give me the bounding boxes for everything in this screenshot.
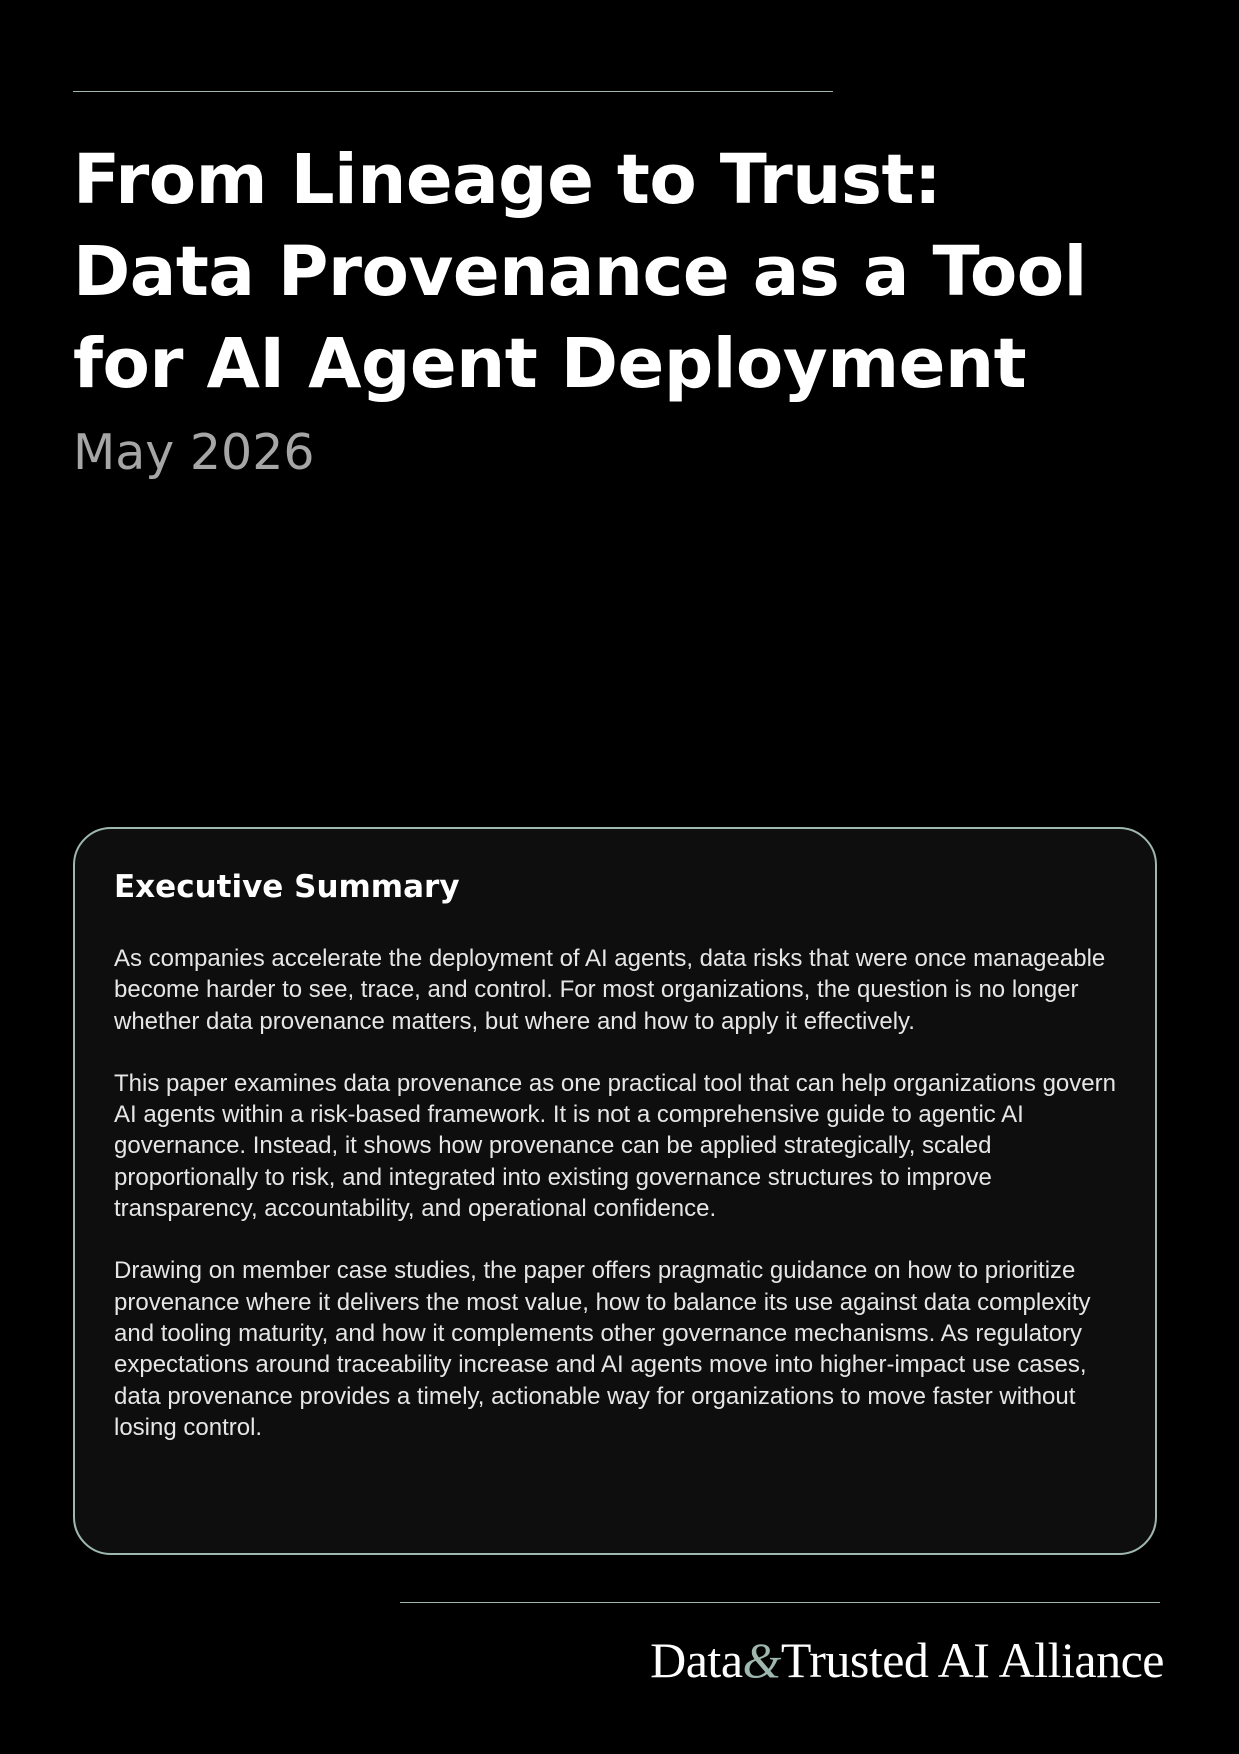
brand-part-2: Trusted AI Alliance [780,1632,1164,1688]
top-divider [73,91,833,92]
brand-part-1: Data [650,1632,743,1688]
executive-summary-heading: Executive Summary [114,869,460,905]
summary-paragraph-2: This paper examines data provenance as one practical tool that can help organizations govern AI agents within a risk-based framework. It is not a comprehensive guide to agentic AI governance. Instead, it shows how provenance can be applied strategically, scaled proportionally to risk, and integrated into existing governance structures to improve transparency, accountability, and operational confidence. [114,1069,1116,1223]
bottom-divider [400,1602,1160,1603]
title-line-1: From Lineage to Trust: [73,140,942,220]
publication-date: May 2026 [73,424,315,481]
document-title [73,134,1087,410]
title-line-3: for AI Agent Deployment [73,324,1027,404]
title-line-2: Data Provenance as a Tool [73,232,1087,312]
summary-paragraph-3: Drawing on member case studies, the paper offers pragmatic guidance on how to prioritize provenance where it delivers the most value, how to balance its use against data complexity and tooling maturity, and how it complements other governance mechanisms. As regulatory expectations around traceability increase and AI agents move into higher-impact use cases, data provenance provides a timely, actionable way for organizations to move faster without losing control. [114,1257,1091,1441]
summary-paragraph-1: As companies accelerate the deployment of AI agents, data risks that were once manageable become harder to see, trace, and control. For most organizations, the question is no longer whether data provenance matters, but where and how to apply it effectively. [114,945,1106,1035]
brand-ampersand: & [742,1632,781,1688]
brand-logo [650,1630,1164,1690]
executive-summary-box [73,827,1157,1555]
